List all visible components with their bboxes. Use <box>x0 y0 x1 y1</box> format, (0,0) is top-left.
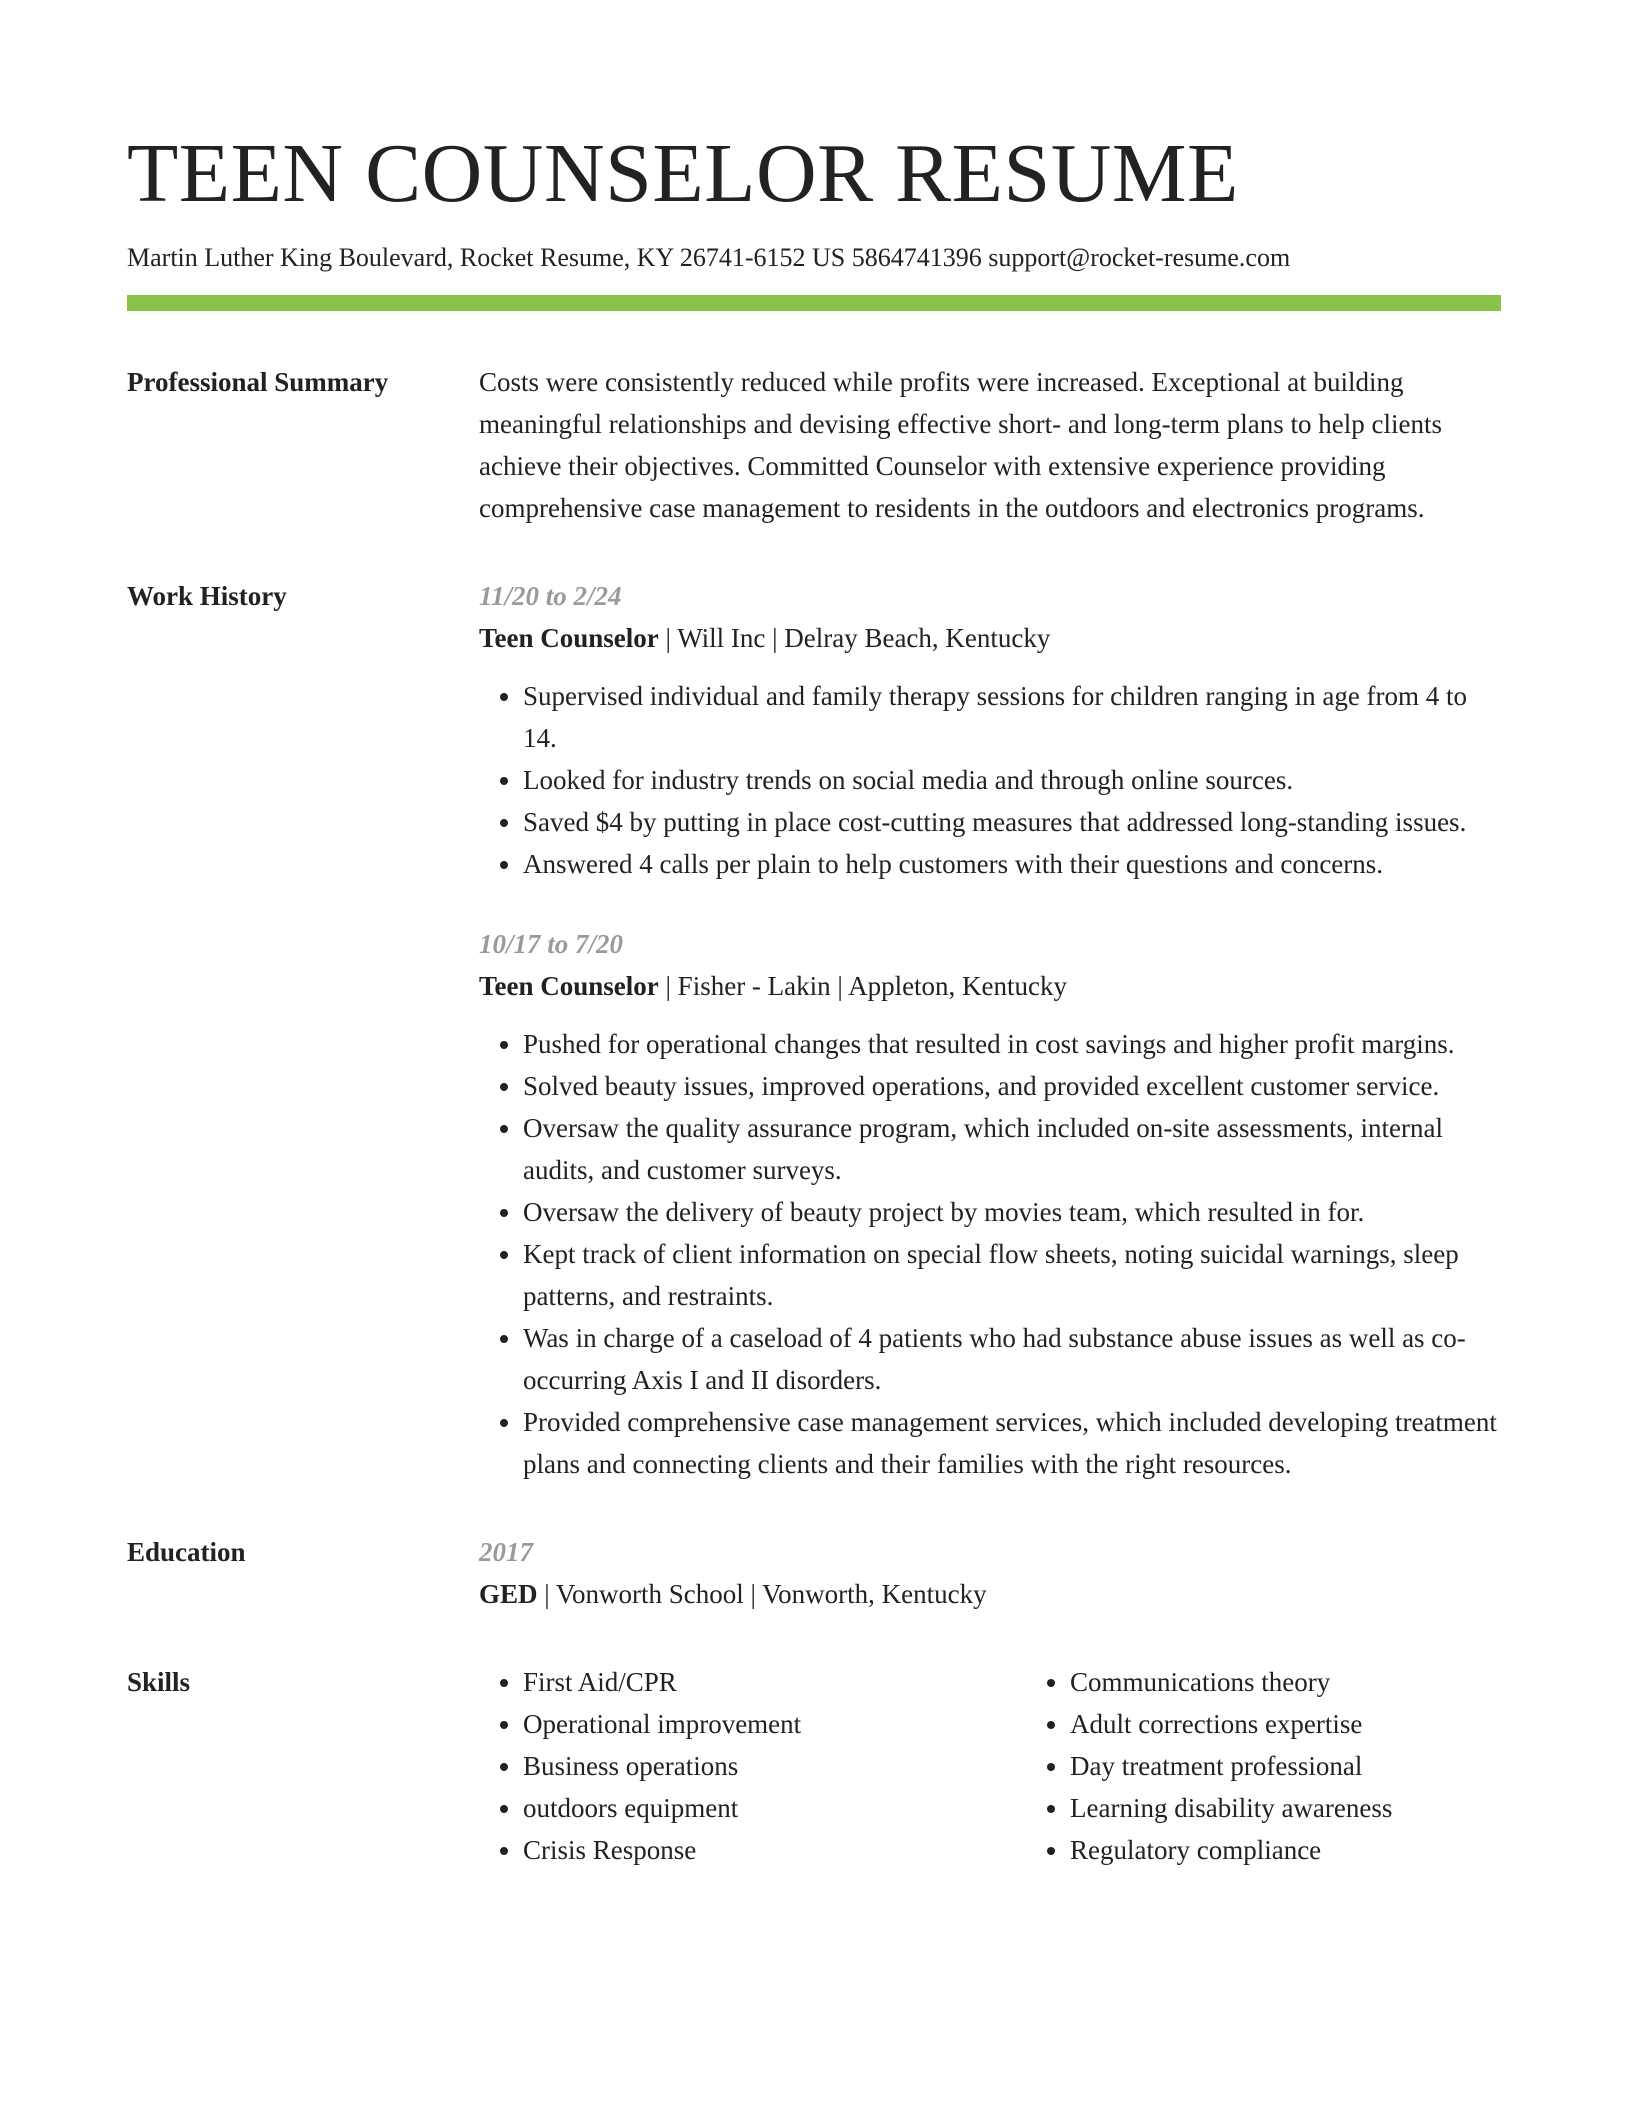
job-bullet: • Kept track of client information on special flow sheets, noting suicidal warnings, sleep patterns, and restraints. <box>523 1233 1501 1317</box>
job-employer-location: | Will Inc | Delray Beach, Kentucky <box>658 623 1051 654</box>
skill-item: • Communications theory <box>1070 1661 1573 1703</box>
resume-title: TEEN COUNSELOR RESUME <box>127 127 1239 220</box>
job-dates: 11/20 to 2/24 <box>479 581 622 612</box>
job-title: Teen Counselor <box>479 971 659 1002</box>
education-body <box>479 1531 1501 1615</box>
work-history-section <box>127 575 1501 1485</box>
education-line <box>479 1573 1501 1615</box>
section-label-work-history: Work History <box>127 581 287 612</box>
skill-item: • First Aid/CPR <box>523 1661 1026 1703</box>
skill-item: • Operational improvement <box>523 1703 1026 1745</box>
contact-info: Martin Luther King Boulevard, Rocket Resume, KY 26741-6152 US 5864741396 support@rocket-resume.com <box>127 243 1291 272</box>
summary-section <box>127 361 1501 529</box>
education-year: 2017 <box>479 1537 533 1568</box>
summary-text: Costs were consistently reduced while profits were increased. Exceptional at building meaningful relationships and devising effective short- and long-term plans to help clients achieve their objectives. Committed Counselor with extensive experience providing comprehensive case management to residents in the outdoors and electronics programs. <box>479 367 1443 524</box>
job-bullet: • Provided comprehensive case management services, which included developing treatment plans and connecting clients and their families with the right resources. <box>523 1401 1501 1485</box>
accent-divider <box>127 295 1501 311</box>
job-bullet: • Was in charge of a caseload of 4 patients who had substance abuse issues as well as co-occurring Axis I and II disorders. <box>523 1317 1501 1401</box>
skill-item: • Business operations <box>523 1745 1026 1787</box>
job-employer-location: | Fisher - Lakin | Appleton, Kentucky <box>658 971 1068 1002</box>
work-history-body <box>479 575 1501 1485</box>
job-bullet: • Saved $4 by putting in place cost-cutting measures that addressed long-standing issues. <box>523 801 1501 843</box>
resume-page <box>127 110 1501 1871</box>
skills-body <box>479 1661 1573 1871</box>
job-role-line <box>479 965 1501 1007</box>
job-bullet: • Pushed for operational changes that resulted in cost savings and higher profit margins. <box>523 1023 1501 1065</box>
job-dates: 10/17 to 7/20 <box>479 929 624 960</box>
job-bullet: • Oversaw the quality assurance program, which included on-site assessments, internal audits, and customer surveys. <box>523 1107 1501 1191</box>
skill-item: • outdoors equipment <box>523 1787 1026 1829</box>
job-bullets <box>479 1023 1501 1485</box>
education-section <box>127 1531 1501 1615</box>
skill-item: • Day treatment professional <box>1070 1745 1573 1787</box>
education-degree: GED <box>479 1579 538 1610</box>
skills-columns <box>479 1661 1573 1871</box>
skills-list-right <box>1026 1661 1573 1871</box>
job-bullet: • Solved beauty issues, improved operations, and provided excellent customer service. <box>523 1065 1501 1107</box>
skill-item: • Adult corrections expertise <box>1070 1703 1573 1745</box>
job-bullet: • Supervised individual and family therapy sessions for children ranging in age from 4 to 14. <box>523 675 1501 759</box>
section-label-summary: Professional Summary <box>127 367 389 398</box>
section-label-skills: Skills <box>127 1667 191 1698</box>
job-title: Teen Counselor <box>479 623 659 654</box>
skill-item: • Learning disability awareness <box>1070 1787 1573 1829</box>
section-label-education: Education <box>127 1537 246 1568</box>
skill-item: • Crisis Response <box>523 1829 1026 1871</box>
job-entry <box>479 575 1501 885</box>
job-entry <box>479 923 1501 1485</box>
job-bullet: • Oversaw the delivery of beauty project by movies team, which resulted in for. <box>523 1191 1501 1233</box>
job-bullets <box>479 675 1501 885</box>
job-bullet: • Answered 4 calls per plain to help customers with their questions and concerns. <box>523 843 1501 885</box>
skill-item: • Regulatory compliance <box>1070 1829 1573 1871</box>
skills-section <box>127 1661 1501 1871</box>
summary-body <box>479 361 1501 529</box>
job-bullet: • Looked for industry trends on social media and through online sources. <box>523 759 1501 801</box>
skills-list-left <box>479 1661 1026 1871</box>
job-role-line <box>479 617 1501 659</box>
education-school-location: | Vonworth School | Vonworth, Kentucky <box>537 1579 987 1610</box>
